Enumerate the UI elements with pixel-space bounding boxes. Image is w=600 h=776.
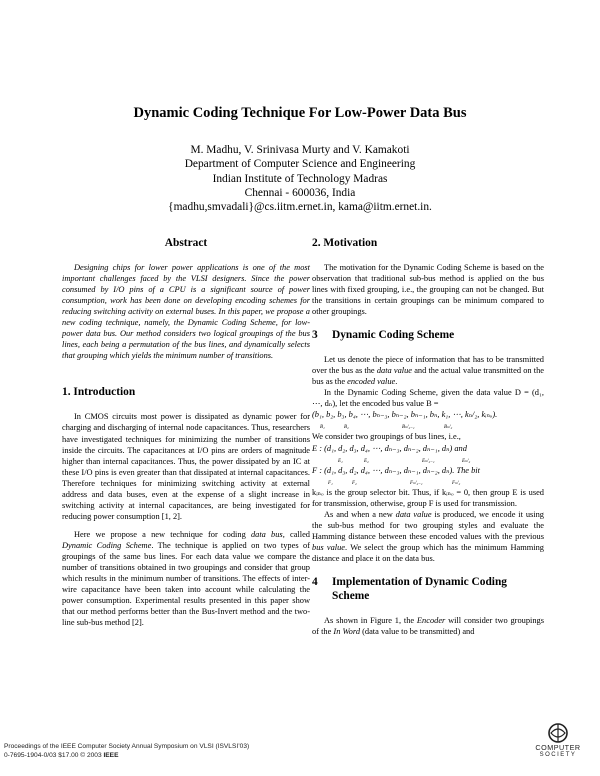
brace-label-bn2: Bₙ/₂ xyxy=(444,425,453,431)
right-column xyxy=(312,236,544,637)
equation-grouping-e: E : (d₁, d₂, d₃, d₄, ⋯, dₙ₋₃, dₙ₋₂, dₙ₋₁, dₙ) and E₁ E₂ Eₙ/₂₋₁ Eₙ/₂ xyxy=(312,443,544,465)
dcs-paragraph-1: Let us denote the piece of information that has to be transmitted over the bus as the data value and the actual value transmitted on the bus as the encoded value. xyxy=(312,355,544,387)
brace-label-e2: E₂ xyxy=(364,458,369,464)
motivation-text: The motivation for the Dynamic Coding Scheme is based on the observation that traditional sub-bus method is applied on the bus lines with fixed grouping, i.e., the grouping can not be changed. But the transitions in certain groupings can be minimum compared to other groupings. xyxy=(312,263,544,317)
logo-text-society: SOCIETY xyxy=(539,752,577,758)
dcs-paragraph-4: kᵢₙₒ is the group selector bit. Thus, if kᵢₙₒ = 0, then group E is used for transmission, otherwise, group F is used for transmission. xyxy=(312,487,544,508)
footer-isbn: 0-7695-1904-0/03 $17.00 © 2003 IEEE xyxy=(4,752,119,759)
logo-text-computer: COMPUTER xyxy=(535,743,581,752)
dcs-paragraph-2: In the Dynamic Coding Scheme, given the data value D = (d₁, ⋯, dₙ), let the encoded bus value B = xyxy=(312,388,544,409)
implementation-paragraph-1: As shown in Figure 1, the Encoder will consider two groupings of the In Word (data value to be transmitted) and xyxy=(312,615,544,636)
brace-label-e1: E₁ xyxy=(338,458,343,464)
author-emails: {madhu,smvadali}@cs.iitm.ernet.in, kama@iitm.ernet.in. xyxy=(168,201,432,214)
brace-label-en2: Eₙ/₂ xyxy=(462,458,471,464)
brace-label-fn2m1: Fₙ/₂₋₁ xyxy=(410,480,423,486)
brace-label-en2m1: Eₙ/₂₋₁ xyxy=(422,458,435,464)
brace-label-f1: F₁ xyxy=(328,480,333,486)
author-block xyxy=(0,143,600,214)
page-footer xyxy=(4,742,249,760)
implementation-heading: 4 Implementation of Dynamic Coding Scheme xyxy=(312,575,507,602)
dcs-paragraph-5: As and when a new data value is produced, we encode it using the sub-bus method for two grouping styles and evaluate the Hamming distance between these encoded values with the previous bus value. We select the group which has the minimum Hamming distance and place it on the data bus. xyxy=(312,509,544,563)
left-column xyxy=(62,236,310,628)
author-names: M. Madhu, V. Srinivasa Murty and V. Kamakoti xyxy=(190,144,410,156)
introduction-paragraph-1: In CMOS circuits most power is dissipated as dynamic power for charging and discharging of internal node capacitances. Thus, researchers have investigated techniques for minimizing the number of transitions inside the circuits. The capacitances at I/O pins are orders of magnitude higher than internal capacitances. Thus, the power dissipated by an IC at these I/O pins is even greater than that dissipated at internal capacitances. Therefore techniques for minimizing switching activity at external address and data buses, even at the expense of a slight increase in switching activity at internal capacitances, are being investigated for reducing power consumption [1, 2]. xyxy=(62,412,310,521)
abstract-heading: Abstract xyxy=(164,237,208,249)
dcs-paragraph-3: We consider two groupings of bus lines, i.e., xyxy=(312,432,461,442)
introduction-paragraph-2: Here we propose a new technique for coding data bus, called Dynamic Coding Scheme. The technique is applied on two types of groupings of the same bus lines. For each data value we compare the number of transitions obtained in two groupings and consider that group which results in the minimum number of transitions. The effects of inter-wire capacitance have been taken into account while calculating the power consumption. Experimental results presented in this paper show that our method performs better than the Bus-Invert method and the two-line sub-bus method [2]. xyxy=(62,529,310,628)
brace-label-b2: B₂ xyxy=(344,425,349,431)
author-department: Department of Computer Science and Engineering xyxy=(184,158,416,171)
brace-label-b1: B₁ xyxy=(320,425,325,431)
equation-grouping-f: F : (d₁, d₃, d₂, d₄, ⋯, dₙ₋₃, dₙ₋₁, dₙ₋₂, dₙ). The bit F₁ F₂ Fₙ/₂₋₁ Fₙ/₂ xyxy=(312,465,544,487)
equation-bus-value: (b₁, b₂, b₃, b₄, ⋯, bₙ₋₃, bₙ₋₂, bₙ₋₁, bₙ, k₁, ⋯, kₙ/₂, kᵢₙₒ). B₁ B₂ Bₙ/₂₋₁ Bₙ/₂ xyxy=(312,409,544,431)
author-institute: Indian Institute of Technology Madras xyxy=(212,172,388,185)
dcs-heading: 3 Dynamic Coding Scheme xyxy=(312,329,455,342)
brace-label-bn2m1: Bₙ/₂₋₁ xyxy=(402,425,415,431)
ieee-cs-emblem-icon xyxy=(547,722,569,744)
computer-society-logo xyxy=(528,722,588,759)
brace-label-fn2: Fₙ/₂ xyxy=(452,480,461,486)
introduction-heading: 1. Introduction xyxy=(62,386,136,399)
author-location: Chennai - 600036, India xyxy=(244,186,356,199)
paper-title: Dynamic Coding Technique For Low-Power Data Bus xyxy=(133,105,467,121)
motivation-heading: 2. Motivation xyxy=(312,237,378,249)
footer-proceedings: Proceedings of the IEEE Computer Society Annual Symposium on VLSI (ISVLSI’03) xyxy=(4,743,250,750)
abstract-text: Designing chips for lower power applications is one of the most important challenges faced by the VLSI designers. Since the power consumed by I/O pins of a CPU is a significant source of power consumption, work has been done on developing encoding schemes for reducing switching activity on external buses. In this paper, we propose a new coding technique, namely, the Dynamic Coding Scheme, for low-power data bus. Our method considers two logical groupings of the bus lines, each being a permutation of the bus lines, and dynamically selects that grouping which yields the minimum number of transitions. xyxy=(62,263,310,361)
brace-label-f2: F₂ xyxy=(352,480,357,486)
